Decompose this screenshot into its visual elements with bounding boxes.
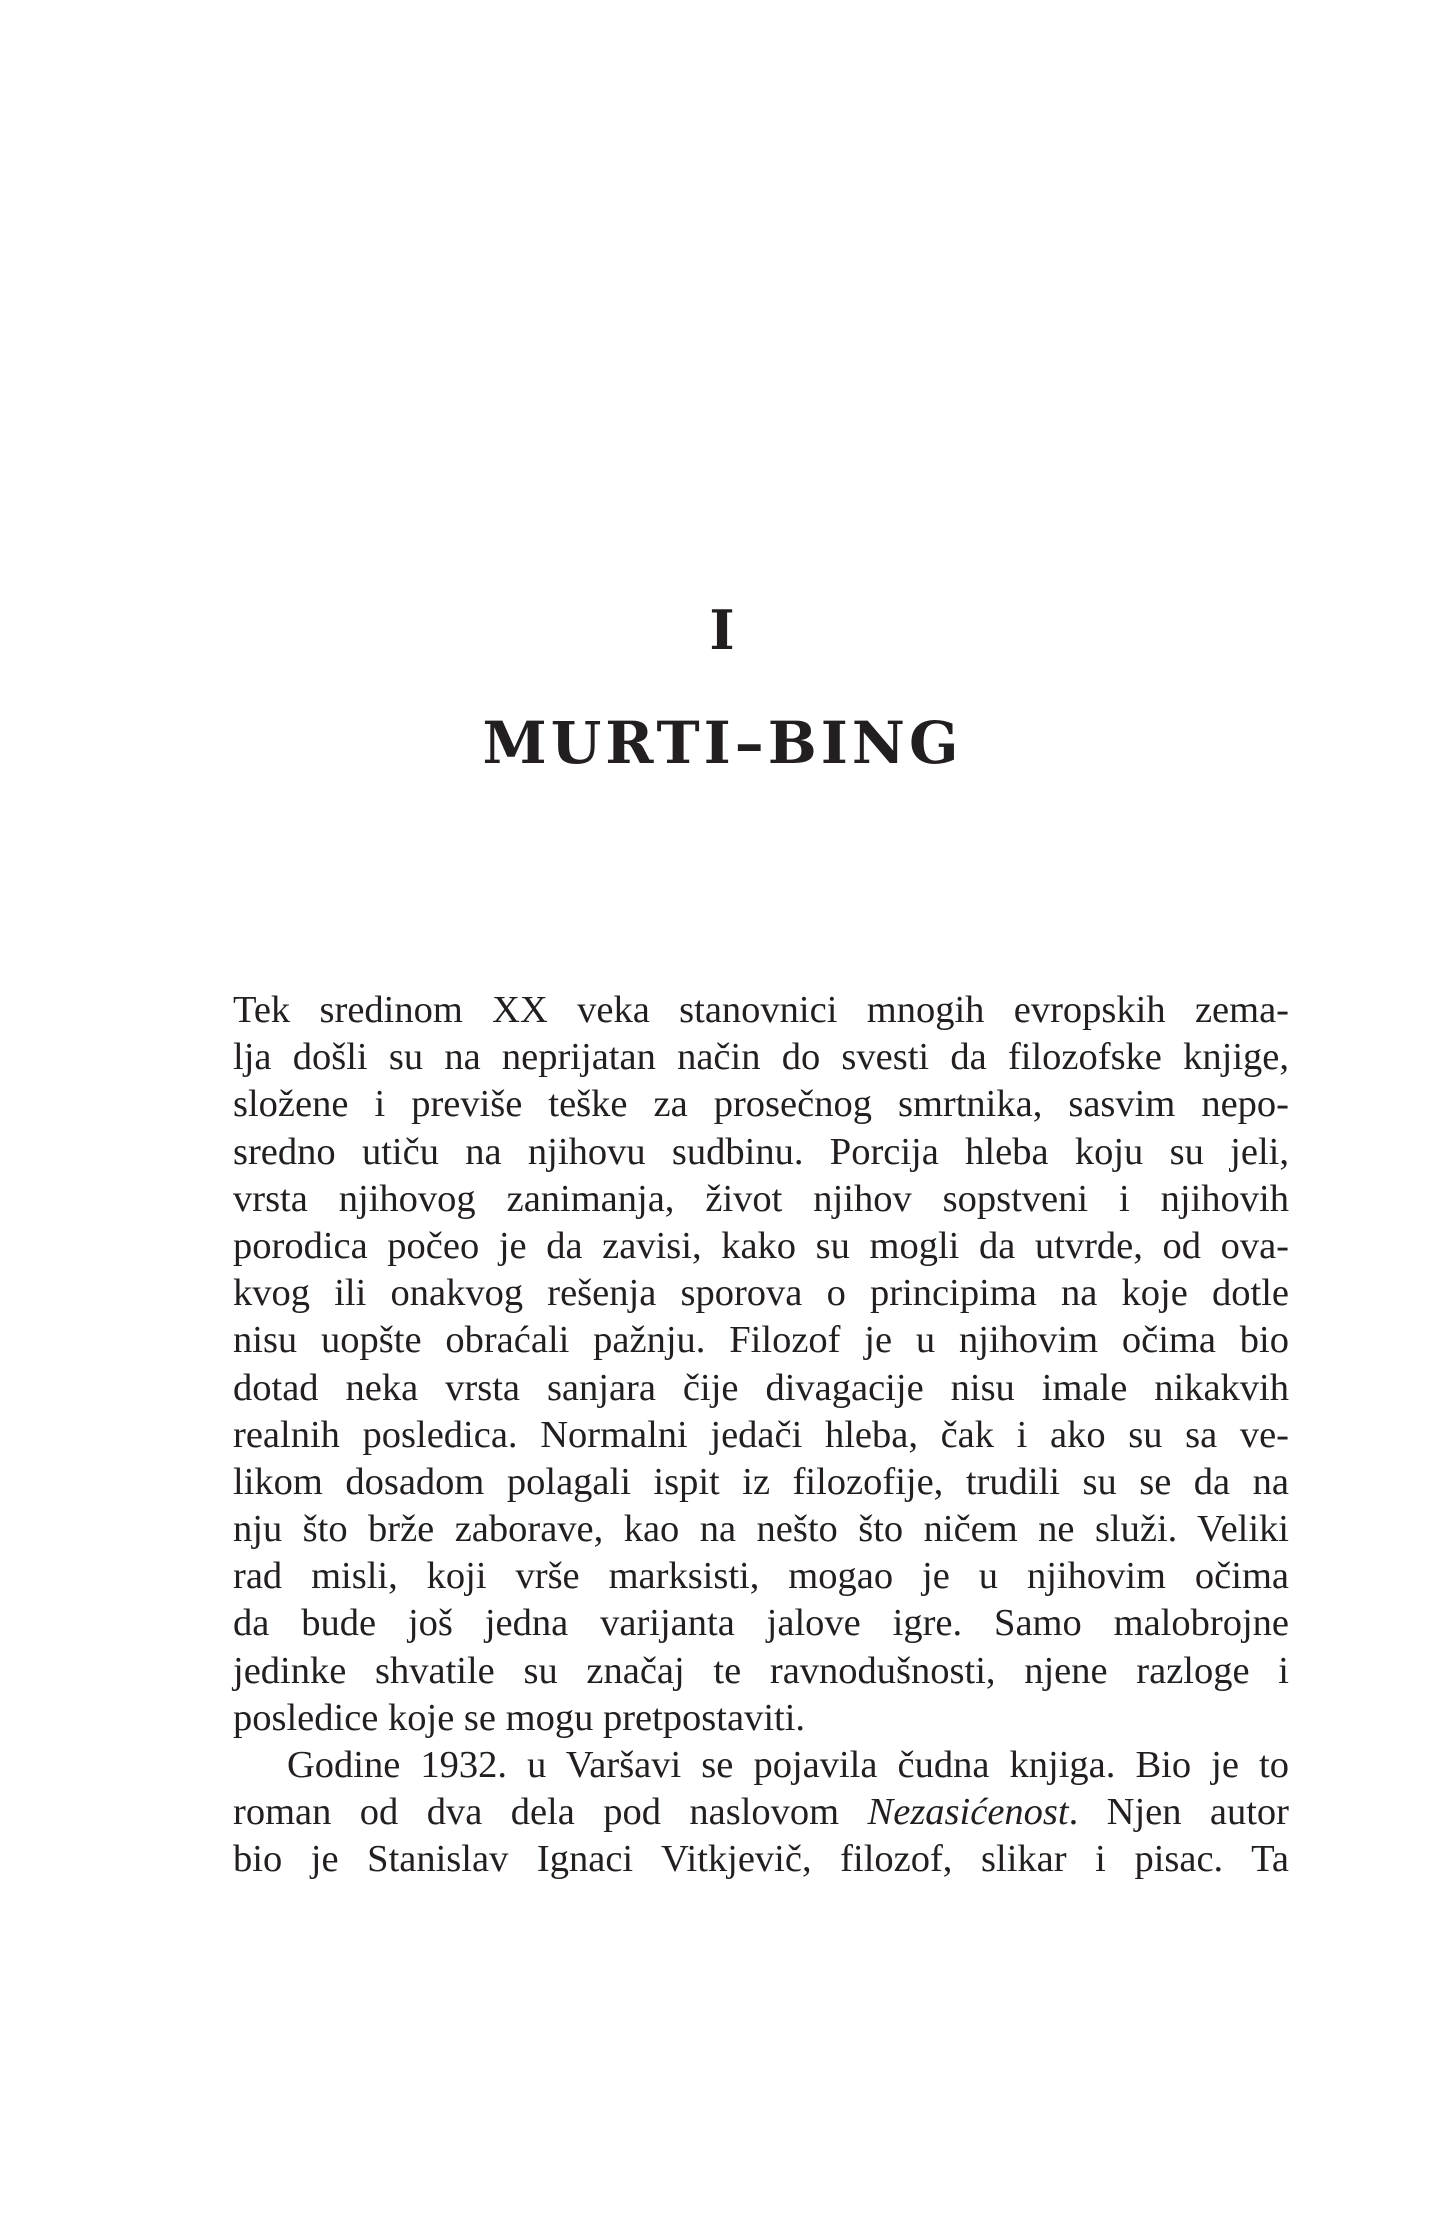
text-line: posledice koje se mogu pretpostaviti. xyxy=(233,1696,806,1739)
paragraph-1 xyxy=(233,987,1289,1742)
paragraph-2 xyxy=(233,1742,1289,1884)
text-line: složene i previše teške za prosečnog smrtnika, sasvim nepo- xyxy=(233,1083,1289,1126)
text-line: vrsta njihovog zanimanja, život njihov sopstveni i njihovih xyxy=(233,1177,1289,1220)
text-line: bio je Stanislav Ignaci Vitkjevič, filozof, slikar i pisac. Ta xyxy=(233,1838,1289,1881)
text-segment: . Njen autor xyxy=(1068,1791,1289,1834)
text-line: Tek sredinom XX veka stanovnici mnogih evropskih zema- xyxy=(233,989,1289,1031)
text-line: Godine 1932. u Varšavi se pojavila čudna knjiga. Bio je to xyxy=(287,1744,1289,1786)
text-line: porodica počeo je da zavisi, kako su mogli da utvrde, od ova- xyxy=(233,1224,1289,1267)
text-line: realnih posledica. Normalni jedači hleba, čak i ako su sa ve- xyxy=(233,1413,1289,1456)
text-line: nisu uopšte obraćali pažnju. Filozof je u njihovim očima bio xyxy=(233,1319,1289,1362)
text-line: nju što brže zaborave, kao na nešto što ničem ne služi. Veliki xyxy=(233,1508,1289,1551)
text-line: dotad neka vrsta sanjara čije divagacije nisu imale nikakvih xyxy=(233,1366,1289,1409)
chapter-number: I xyxy=(709,598,736,662)
chapter-title: MURTI–BING xyxy=(482,709,963,777)
text-line: kvog ili onakvog rešenja sporova o principima na koje dotle xyxy=(233,1272,1289,1315)
book-title-italic: Nezasićenost xyxy=(867,1791,1069,1834)
text-line: lja došli su na neprijatan način do svesti da filozofske knjige, xyxy=(233,1036,1289,1079)
text-line: da bude još jedna varijanta jalove igre. Samo malobrojne xyxy=(233,1602,1289,1645)
body-text xyxy=(233,987,1289,1884)
text-line: jedinke shvatile su značaj te ravnodušnosti, njene razloge i xyxy=(233,1649,1289,1692)
text-line: likom dosadom polagali ispit iz filozofije, trudili su se da na xyxy=(233,1460,1289,1503)
text-segment: roman od dva dela pod naslovom xyxy=(233,1791,868,1834)
text-line: sredno utiču na njihovu sudbinu. Porcija hleba koju su jeli, xyxy=(233,1130,1289,1173)
text-line-with-title xyxy=(233,1789,1289,1836)
text-line: rad misli, koji vrše marksisti, mogao je u njihovim očima xyxy=(233,1555,1289,1598)
